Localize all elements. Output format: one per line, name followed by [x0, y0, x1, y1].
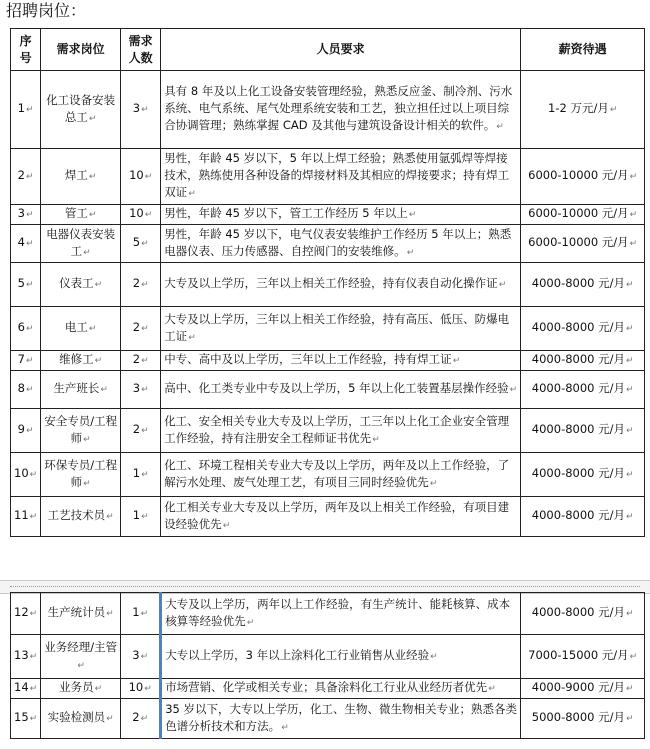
table-row — [11, 593, 645, 635]
paragraph-mark-icon: ↵ — [77, 660, 85, 671]
paragraph-mark-icon: ↵ — [144, 210, 153, 220]
cell-requirements — [161, 699, 521, 739]
cell-count — [121, 699, 161, 739]
paragraph-mark-icon: ↵ — [626, 280, 634, 290]
paragraph-mark-icon: ↵ — [629, 210, 638, 220]
cell-salary — [521, 225, 645, 263]
paragraph-mark-icon: ↵ — [25, 356, 34, 366]
paragraph-mark-icon: ↵ — [429, 478, 438, 489]
cell-count-text: 1 — [132, 466, 141, 480]
cell-requirements — [161, 351, 521, 371]
cell-requirements-text: 男性，年龄 45 岁以下，管工工作经历 5 年以上 — [164, 206, 408, 220]
cell-position-text: 实验检测员 — [47, 710, 106, 724]
paragraph-mark-icon: ↵ — [141, 470, 149, 480]
recruitment-table-page-2 — [10, 592, 645, 739]
paragraph-mark-icon: ↵ — [488, 684, 496, 694]
cell-count-text: 1 — [132, 508, 141, 522]
cell-position-text: 维修工 — [59, 352, 94, 366]
page-title: 招聘岗位： — [6, 1, 87, 20]
cell-requirements-text: 化工、安全相关专业大专及以上学历，工三年以上化工企业安全管理工作经验，持有注册安全工程师证书优先 — [164, 413, 510, 445]
cell-salary-text: 4000-8000 元/月 — [531, 381, 626, 395]
cell-count — [121, 409, 161, 453]
cell-requirements-text: 化工、环境工程相关专业大专及以上学历，两年及以上工作经验，了解污水处理、废气处理工艺，有项目三同时经验优先 — [164, 457, 510, 489]
paragraph-mark-icon: ↵ — [29, 470, 38, 480]
cell-salary-text: 4000-8000 元/月 — [531, 422, 626, 436]
cell-position — [41, 371, 121, 409]
cell-position — [41, 205, 121, 225]
cell-requirements — [161, 635, 521, 679]
cell-no-text: 13 — [14, 648, 29, 662]
paragraph-mark-icon: ↵ — [626, 512, 634, 522]
cell-position-text: 业务员 — [59, 680, 94, 694]
cell-no-text: 4 — [17, 235, 25, 249]
cell-salary — [521, 409, 645, 453]
cell-position — [41, 635, 121, 679]
paragraph-mark-icon: ↵ — [188, 332, 196, 343]
table-row — [11, 71, 645, 149]
cell-count — [121, 205, 161, 225]
paragraph-mark-icon: ↵ — [141, 105, 149, 115]
cell-salary-text: 4000-8000 元/月 — [531, 320, 626, 334]
cell-position-text: 安全专员/工程师 — [44, 413, 118, 445]
cell-requirements-text: 男性，年龄 45 岁以下，电气仪表安装维护工作经历 5 年以上；熟悉电器仪表、压力传感器、自控阀门的安装维修。 — [164, 226, 512, 258]
cell-requirements — [161, 453, 521, 497]
paragraph-mark-icon: ↵ — [141, 356, 149, 366]
paragraph-mark-icon: ↵ — [25, 280, 34, 290]
paragraph-mark-icon: ↵ — [106, 512, 114, 522]
cell-count-text: 1 — [132, 605, 140, 619]
paragraph-mark-icon: ↵ — [140, 714, 149, 724]
cell-count — [121, 351, 161, 371]
paragraph-mark-icon: ↵ — [626, 426, 634, 436]
paragraph-mark-icon: ↵ — [509, 385, 518, 395]
cell-salary-text: 6000-10000 元/月 — [528, 235, 629, 249]
cell-requirements — [161, 225, 521, 263]
cell-salary-text: 4000-8000 元/月 — [531, 276, 626, 290]
cell-salary — [521, 263, 645, 307]
paragraph-mark-icon: ↵ — [144, 172, 153, 182]
paragraph-mark-icon: ↵ — [498, 280, 507, 290]
cell-no — [11, 71, 41, 149]
cell-requirements-text: 化工相关专业大专及以上学历，两年及以上相关工作经验，有项目建设经验优先 — [164, 499, 510, 531]
paragraph-mark-icon: ↵ — [140, 609, 149, 619]
cell-position-text: 仪表工 — [59, 276, 94, 290]
paragraph-mark-icon: ↵ — [25, 210, 34, 220]
cell-count-text: 5 — [132, 235, 141, 249]
cell-no-text: 9 — [17, 422, 25, 436]
paragraph-mark-icon: ↵ — [140, 652, 149, 662]
table-row — [11, 453, 645, 497]
cell-count-text: 2 — [132, 276, 141, 290]
paragraph-mark-icon: ↵ — [141, 512, 149, 522]
cell-requirements — [161, 263, 521, 307]
cell-count — [121, 679, 161, 699]
cell-no — [11, 593, 41, 635]
paragraph-mark-icon: ↵ — [188, 189, 196, 199]
cell-no-text: 2 — [17, 168, 25, 182]
cell-count-text: 10 — [128, 680, 144, 694]
paragraph-mark-icon: ↵ — [496, 122, 504, 132]
header-count: 需求人数 — [121, 29, 161, 71]
paragraph-mark-icon: ↵ — [88, 113, 97, 124]
cell-requirements-text: 大专以上学历，3 年以上涂料化工行业销售从业经验 — [165, 648, 430, 662]
paragraph-mark-icon: ↵ — [94, 356, 103, 366]
paragraph-mark-icon: ↵ — [452, 356, 461, 366]
paragraph-mark-icon: ↵ — [372, 434, 380, 445]
paragraph-mark-icon: ↵ — [629, 652, 638, 662]
cell-requirements — [161, 409, 521, 453]
paragraph-mark-icon: ↵ — [83, 247, 91, 258]
paragraph-mark-icon: ↵ — [144, 684, 152, 694]
paragraph-mark-icon: ↵ — [141, 426, 149, 436]
cell-count-text: 2 — [132, 422, 141, 436]
cell-salary — [521, 679, 645, 699]
cell-count — [121, 497, 161, 537]
cell-position — [41, 307, 121, 351]
cell-requirements-text: 大专及以上学历，三年以上相关工作经验，持有仪表自动化操作证 — [164, 276, 498, 290]
paragraph-mark-icon: ↵ — [83, 478, 91, 489]
table-row — [11, 679, 645, 699]
cell-position-text: 工艺技术员 — [47, 508, 106, 522]
cell-requirements-text: 高中、化工类专业中专及以上学历，5 年以上化工装置基层操作经验 — [164, 381, 509, 395]
cell-count — [121, 635, 161, 679]
cell-requirements-text: 男性，年龄 45 岁以下，5 年以上焊工经验；熟悉使用氩弧焊等焊接技术，熟练使用各种设备的焊接材料及其相应的焊接要求；持有焊工双证 — [164, 151, 510, 199]
paragraph-mark-icon: ↵ — [141, 280, 149, 290]
cell-count — [121, 263, 161, 307]
paragraph-mark-icon: ↵ — [629, 172, 638, 182]
cell-no — [11, 635, 41, 679]
paragraph-mark-icon: ↵ — [141, 324, 149, 334]
cell-position — [41, 679, 121, 699]
cell-requirements-text: 大专及以上学历，两年以上工作经验，有生产统计、能耗核算、成本核算等经验优先 — [165, 596, 511, 628]
cell-no — [11, 371, 41, 409]
cell-position-text: 生产班长 — [53, 381, 100, 395]
cell-count — [121, 371, 161, 409]
cell-count — [121, 593, 161, 635]
paragraph-mark-icon: ↵ — [88, 172, 97, 182]
cell-salary — [521, 149, 645, 205]
paragraph-mark-icon: ↵ — [94, 684, 103, 694]
cell-position-text: 化工设备安装总工 — [46, 92, 116, 124]
paragraph-mark-icon: ↵ — [626, 684, 634, 694]
paragraph-mark-icon: ↵ — [25, 105, 34, 115]
table-row — [11, 497, 645, 537]
table-row — [11, 205, 645, 225]
cell-salary — [521, 699, 645, 739]
paragraph-mark-icon: ↵ — [29, 684, 38, 694]
cell-position — [41, 263, 121, 307]
paragraph-mark-icon: ↵ — [430, 652, 438, 662]
table-row — [11, 263, 645, 307]
cell-position-text: 管工 — [64, 206, 88, 220]
cell-count-text: 2 — [132, 710, 140, 724]
cell-count-text: 3 — [132, 101, 141, 115]
cell-no-text: 6 — [17, 320, 25, 334]
cell-position-text: 业务经理/主管 — [44, 639, 118, 654]
cell-no-text: 5 — [17, 276, 25, 290]
cell-no-text: 3 — [17, 206, 25, 220]
cell-requirements-text: 35 岁以下，大专以上学历，化工、生物、微生物相关专业；熟悉各类色谱分析技术和方法。 — [165, 701, 517, 733]
paragraph-mark-icon: ↵ — [629, 239, 638, 249]
table-row — [11, 635, 645, 679]
cell-salary — [521, 453, 645, 497]
paragraph-mark-icon: ↵ — [141, 385, 149, 395]
cell-count — [121, 71, 161, 149]
paragraph-mark-icon: ↵ — [29, 652, 38, 662]
paragraph-mark-icon: ↵ — [626, 385, 634, 395]
cell-no-text: 1 — [17, 101, 25, 115]
paragraph-mark-icon: ↵ — [408, 210, 417, 220]
paragraph-mark-icon: ↵ — [88, 210, 97, 220]
cell-position-text: 焊工 — [64, 168, 88, 182]
cell-position-text: 电工 — [64, 320, 88, 334]
cell-requirements-text: 具有 8 年及以上化工设备安装管理经验，熟悉反应釜、制冷剂、污水系统、电气系统、尾气处理系统安装和工艺，独立担任过以上项目综合协调管理；熟练掌握 CAD 及其他与建筑设备设计相关的软件。 — [164, 84, 513, 132]
table-row — [11, 409, 645, 453]
paragraph-mark-icon: ↵ — [626, 714, 634, 724]
paragraph-mark-icon: ↵ — [88, 324, 97, 334]
paragraph-mark-icon: ↵ — [106, 609, 114, 619]
cell-no-text: 8 — [17, 381, 25, 395]
cell-count-text: 10 — [129, 168, 144, 182]
cell-position-text: 生产统计员 — [47, 605, 106, 619]
cell-position — [41, 497, 121, 537]
cell-requirements — [161, 71, 521, 149]
table-row — [11, 149, 645, 205]
cell-count-text: 10 — [129, 206, 144, 220]
cell-requirements — [161, 371, 521, 409]
cell-no — [11, 307, 41, 351]
table-row — [11, 371, 645, 409]
header-salary: 薪资待遇 — [521, 29, 645, 71]
header-position: 需求岗位 — [41, 29, 121, 71]
cell-requirements — [161, 497, 521, 537]
cell-salary-text: 7000-15000 元/月 — [528, 648, 629, 662]
cell-no-text: 14 — [14, 680, 29, 694]
cell-count-text: 3 — [132, 381, 141, 395]
paragraph-mark-icon: ↵ — [83, 434, 91, 445]
cell-requirements — [161, 149, 521, 205]
cell-no — [11, 453, 41, 497]
paragraph-mark-icon: ↵ — [281, 722, 289, 733]
cell-position — [41, 593, 121, 635]
cell-count-text: 2 — [132, 352, 141, 366]
paragraph-mark-icon: ↵ — [25, 172, 34, 182]
cell-salary-text: 6000-10000 元/月 — [528, 206, 629, 220]
paragraph-mark-icon: ↵ — [141, 239, 149, 249]
paragraph-mark-icon: ↵ — [406, 247, 415, 258]
cell-no — [11, 351, 41, 371]
cell-no — [11, 205, 41, 225]
table-header-row — [11, 29, 645, 71]
cell-salary-text: 4000-9000 元/月 — [531, 680, 626, 694]
paragraph-mark-icon: ↵ — [626, 470, 634, 480]
paragraph-mark-icon: ↵ — [106, 714, 114, 724]
paragraph-mark-icon: ↵ — [25, 324, 34, 334]
cell-salary — [521, 71, 645, 149]
cell-salary — [521, 205, 645, 225]
cell-salary — [521, 497, 645, 537]
header-no: 序号 — [11, 29, 41, 71]
cell-position — [41, 699, 121, 739]
cell-requirements — [161, 679, 521, 699]
cell-salary-text: 4000-8000 元/月 — [531, 508, 626, 522]
paragraph-mark-icon: ↵ — [626, 609, 634, 619]
paragraph-mark-icon: ↵ — [94, 280, 103, 290]
paragraph-mark-icon: ↵ — [100, 385, 108, 395]
cell-salary — [521, 351, 645, 371]
cell-position — [41, 71, 121, 149]
cell-salary-text: 5000-8000 元/月 — [531, 710, 626, 724]
table-row — [11, 307, 645, 351]
paragraph-mark-icon: ↵ — [626, 324, 634, 334]
cell-salary-text: 4000-8000 元/月 — [531, 605, 626, 619]
cell-count-text: 3 — [132, 648, 140, 662]
cell-salary — [521, 635, 645, 679]
table-row — [11, 351, 645, 371]
table-row — [11, 699, 645, 739]
cell-requirements-text: 大专及以上学历，三年以上相关工作经验，持有高压、低压、防爆电工证 — [164, 311, 510, 343]
cell-requirements — [161, 205, 521, 225]
paragraph-mark-icon: ↵ — [29, 512, 38, 522]
cell-position-text: 电器仪表安装工 — [46, 226, 116, 258]
cell-no — [11, 263, 41, 307]
cell-no-text: 11 — [14, 508, 29, 522]
cell-salary — [521, 307, 645, 351]
cell-salary — [521, 371, 645, 409]
cell-position — [41, 149, 121, 205]
cell-salary-text: 6000-10000 元/月 — [528, 168, 629, 182]
cell-requirements-text: 市场营销、化学或相关专业；具备涂料化工行业从业经历者优先 — [165, 680, 488, 694]
cell-requirements-text: 中专、高中及以上学历，三年以上工作经验，持有焊工证 — [164, 352, 452, 366]
recruitment-table-page-1 — [10, 28, 645, 537]
paragraph-mark-icon: ↵ — [25, 385, 34, 395]
cell-count-text: 2 — [132, 320, 141, 334]
paragraph-mark-icon: ↵ — [626, 356, 634, 366]
paragraph-mark-icon: ↵ — [25, 426, 34, 436]
cell-requirements — [161, 593, 521, 635]
cell-position-text: 环保专员/工程师 — [44, 457, 118, 489]
cell-no — [11, 225, 41, 263]
paragraph-mark-icon: ↵ — [246, 617, 255, 628]
paragraph-mark-icon: ↵ — [29, 714, 38, 724]
paragraph-mark-icon: ↵ — [29, 609, 38, 619]
cell-no-text: 15 — [14, 710, 29, 724]
cell-no — [11, 409, 41, 453]
cell-no — [11, 699, 41, 739]
cell-position — [41, 409, 121, 453]
cell-salary-text: 1-2 万元/月 — [548, 101, 609, 115]
table-row — [11, 225, 645, 263]
header-requirements: 人员要求 — [161, 29, 521, 71]
cell-no — [11, 149, 41, 205]
cell-count — [121, 307, 161, 351]
paragraph-mark-icon: ↵ — [25, 239, 34, 249]
paragraph-mark-icon: ↵ — [609, 105, 618, 115]
cell-count — [121, 225, 161, 263]
cell-salary-text: 4000-8000 元/月 — [531, 466, 626, 480]
cell-no — [11, 497, 41, 537]
cell-position — [41, 453, 121, 497]
cell-no-text: 7 — [17, 352, 25, 366]
cell-no-text: 10 — [14, 466, 29, 480]
cell-requirements — [161, 307, 521, 351]
paragraph-mark-icon: ↵ — [222, 520, 231, 531]
cell-salary-text: 4000-8000 元/月 — [531, 352, 626, 366]
cell-position — [41, 225, 121, 263]
cell-count — [121, 149, 161, 205]
cell-no-text: 12 — [14, 605, 29, 619]
cell-salary — [521, 593, 645, 635]
cell-no — [11, 679, 41, 699]
cell-position — [41, 351, 121, 371]
cell-count — [121, 453, 161, 497]
